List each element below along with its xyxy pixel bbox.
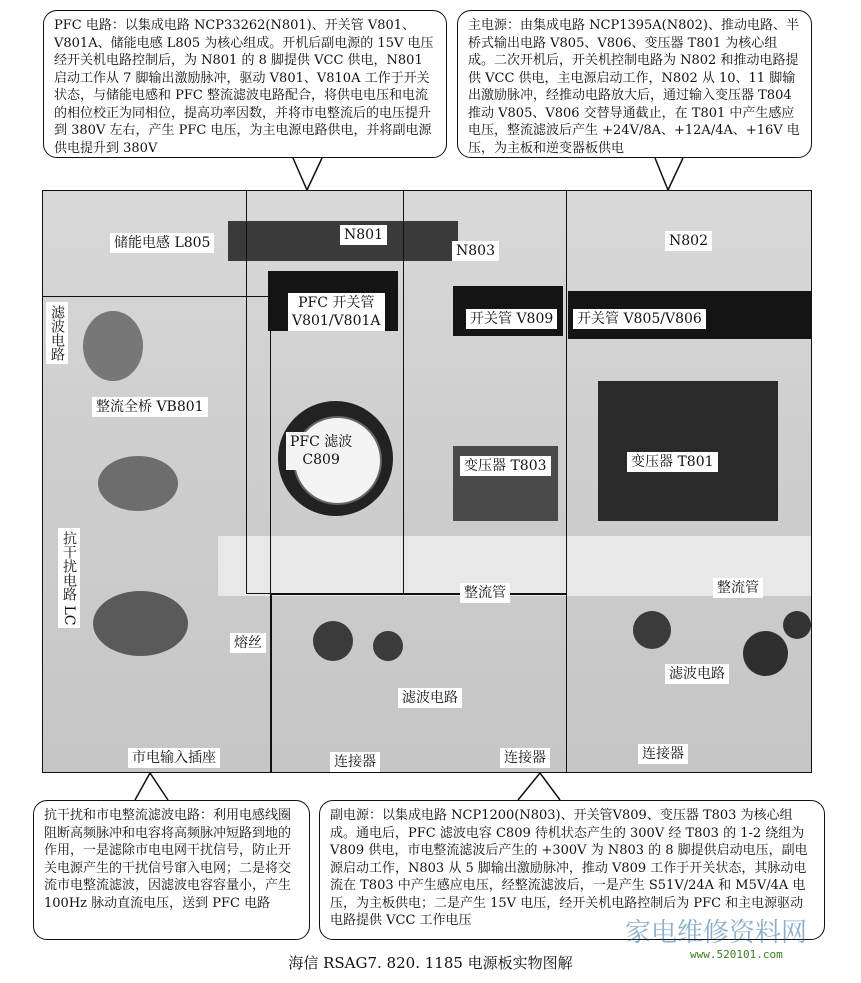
label-filter-right: 滤波电路 — [665, 664, 729, 684]
label-fuse: 熔丝 — [230, 633, 266, 653]
label-filter-left: 滤波电路 — [398, 688, 462, 708]
label-t801: 变压器 T801 — [627, 452, 718, 472]
label-v809: 开关管 V809 — [466, 309, 557, 329]
label-v805: 开关管 V805/V806 — [573, 309, 706, 329]
watermark-site-name: 家电维修资料网 — [625, 918, 808, 948]
sub-power-callout: 副电源：以集成电路 NCP1200(N803)、开关管V809、变压器 T803 为核心组成。通电后，PFC 滤波电容 C809 待机状态产生的 300V 经 T803 的 1-2 绕组为 V809 供电，市电整流滤波后产生的 +300V 为 N803 的 8 脚提供启动电压，副电源启动工作，N803 从 5 脚输出激励脉冲，推动 V809 工作于开关状态，其脉动电流在 T803 中产生感应电压，经整流滤波后，一是产生 S51V/24A 和 M5V/4A 电压，为主板供电；二是产生 15V 电压，经开关机电路控制后为 PFC 和主电源驱动电路提供 VCC 工作电压 — [319, 800, 825, 940]
figure-caption: 海信 RSAG7. 820. 1185 电源板实物图解 — [288, 954, 573, 972]
label-n801: N801 — [340, 225, 387, 245]
label-n803: N803 — [452, 241, 499, 261]
region-bottom-row — [271, 594, 566, 773]
label-mains-socket: 市电输入插座 — [128, 748, 220, 768]
main-power-callout: 主电源：由集成电路 NCP1395A(N802)、推动电路、半桥式输出电路 V805、V806、变压器 T801 为核心组成。二次开机后，开关机控制电路为 N802 和推动电路提供 VCC 供电，主电源启动工作，N802 从 10、11 脚输出激励脉冲，经推动电路放大后，通过输入变压器 T804推动 V805、V806 交替导通截止，在 T801 中产生感应电压，整流滤波后产生 +24V/8A、+12A/4A、+16V 电压，为主板和逆变器板供电 — [457, 10, 812, 158]
label-filter-circuit-vertical: 滤波电路 — [46, 302, 68, 364]
label-pfc-switch: PFC 开关管 V801/V801A — [288, 293, 385, 331]
label-rectifier-left: 整流管 — [460, 583, 510, 603]
pfc-callout: PFC 电路：以集成电路 NCP33262(N801)、开关管 V801、V801A、储能电感 L805 为核心组成。开机后副电源的 15V 电压经开关机电路控制后，为 N801 的 8 脚提供 VCC 供电，N801 启动工作从 7 脚输出激励脉冲，驱动 V801、V810A 工作于开关状态，与储能电感和 PFC 整流滤波电路配合，将供电电压和电流的相位校正为同相位，提高功率因数，并将市电整流后的电压提升到 380V 左右，产生 PFC 电压，为主电源电路供电，并将副电源供电提升到 380V — [43, 10, 447, 158]
label-connector-1: 连接器 — [330, 752, 380, 772]
label-connector-2: 连接器 — [500, 748, 550, 768]
filter-callout: 抗干扰和市电整流滤波电路：利用电感线圈阻断高频脉冲和电容将高频脉冲短路到地的作用，一是滤除市电电网干扰信号，防止开关电源产生的干扰信号窜入电网；二是将交流市电整流滤波，因滤波电容容量小，产生 100Hz 脉动直流电压，送到 PFC 电路 — [33, 800, 310, 940]
region-pfc — [246, 190, 404, 594]
label-c809: PFC 滤波 C809 — [286, 432, 356, 470]
label-lc-vertical: 抗干扰电路 LC — [58, 528, 80, 628]
label-bridge-vb801: 整流全桥 VB801 — [92, 397, 208, 417]
watermark-site-url: www.520101.com — [690, 948, 783, 961]
region-main-power — [566, 190, 812, 773]
label-n802: N802 — [665, 231, 712, 251]
label-rectifier-right: 整流管 — [713, 578, 763, 598]
label-l805: 储能电感 L805 — [110, 233, 214, 253]
label-connector-3: 连接器 — [638, 744, 688, 764]
label-t803: 变压器 T803 — [460, 456, 551, 476]
